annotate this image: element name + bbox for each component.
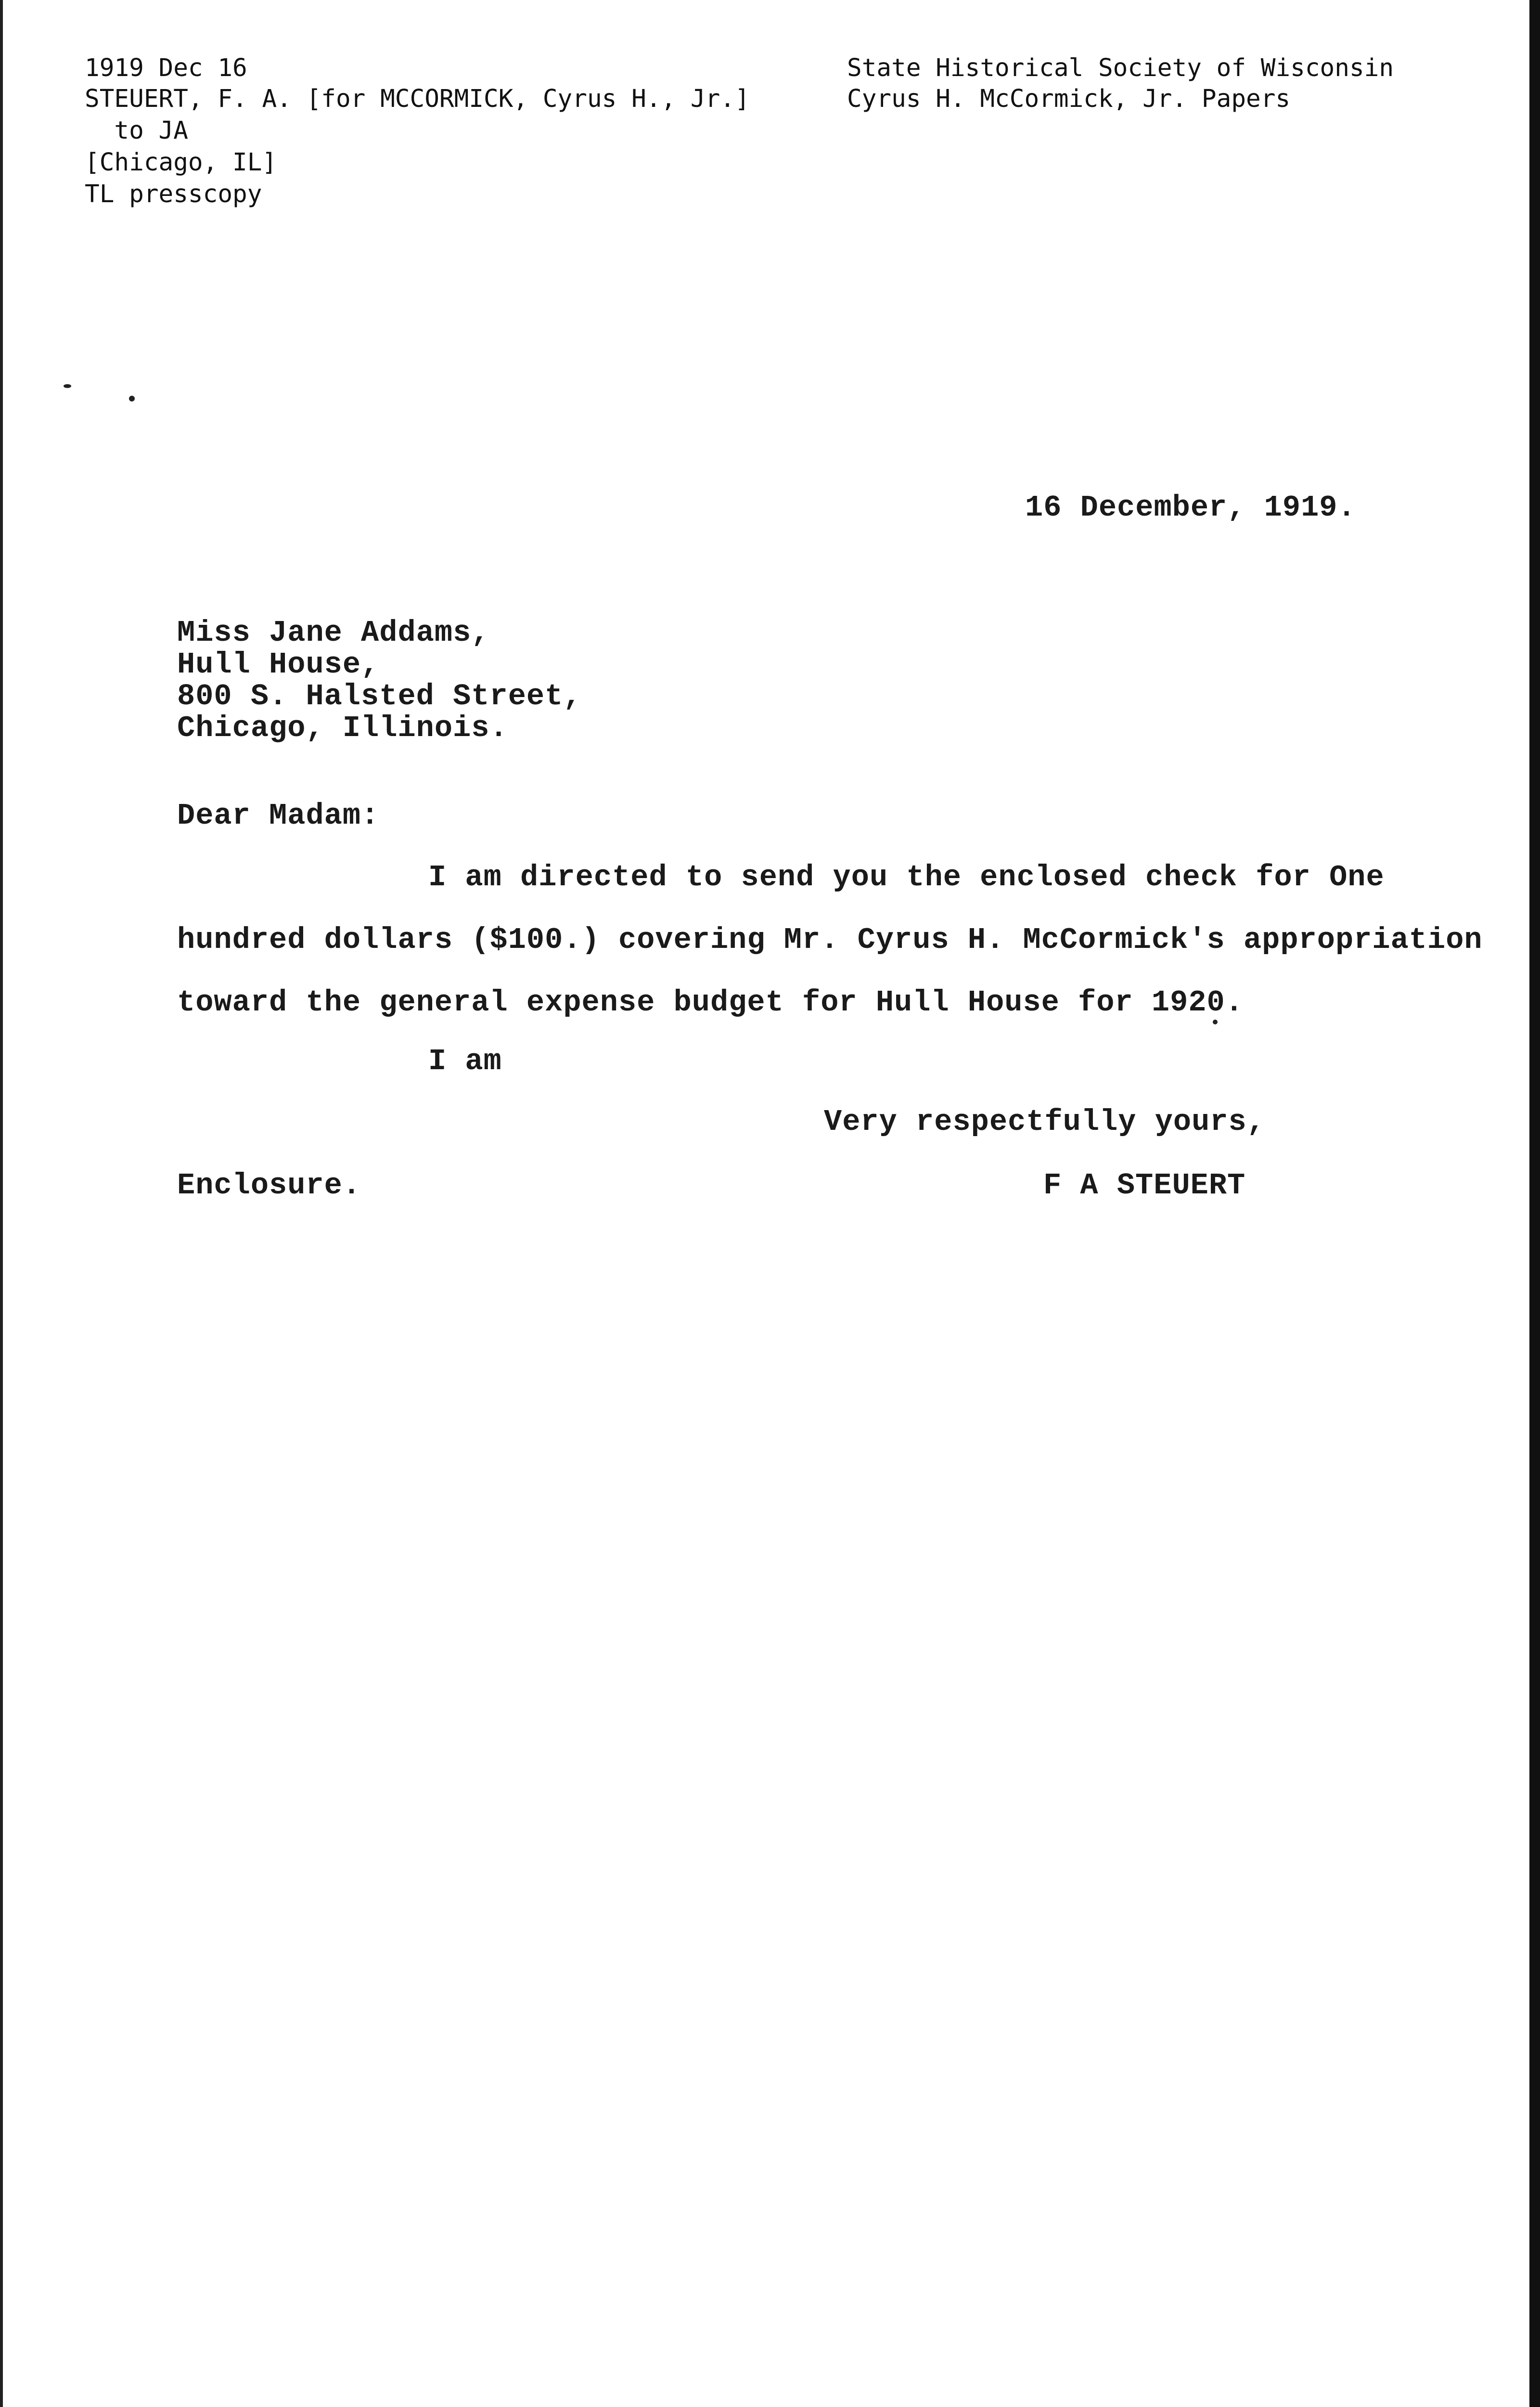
catalog-repository: State Historical Society of Wisconsin <box>847 54 1394 82</box>
body-line: toward the general expense budget for Hull House for 1920. <box>177 985 1244 1020</box>
scan-speck <box>129 396 135 401</box>
closing-line: I am <box>428 1044 502 1078</box>
catalog-recipient: to JA <box>85 116 188 145</box>
address-line: Miss Jane Addams, <box>177 616 490 650</box>
catalog-author: STEUERT, F. A. [for MCCORMICK, Cyrus H., Jr.] <box>85 85 750 113</box>
catalog-place: [Chicago, IL] <box>85 148 277 177</box>
catalog-collection: Cyrus H. McCormick, Jr. Papers <box>847 85 1291 113</box>
scan-border-left <box>0 0 3 2407</box>
letter-date: 16 December, 1919. <box>1025 491 1356 525</box>
address-line: Chicago, Illinois. <box>177 711 508 745</box>
body-line: I am directed to send you the enclosed check for One <box>428 860 1385 894</box>
complimentary-close: Very respectfully yours, <box>824 1105 1265 1139</box>
signature: F A STEUERT <box>1043 1168 1246 1203</box>
enclosure-note: Enclosure. <box>177 1168 361 1203</box>
scan-speck <box>64 384 71 388</box>
scan-border-right <box>1529 0 1540 2407</box>
catalog-format: TL presscopy <box>85 180 262 208</box>
address-line: Hull House, <box>177 647 380 682</box>
scan-speck <box>1213 1020 1218 1024</box>
salutation: Dear Madam: <box>177 799 380 833</box>
body-line: hundred dollars ($100.) covering Mr. Cyrus H. McCormick's appropriation <box>177 923 1483 957</box>
catalog-date: 1919 Dec 16 <box>85 54 247 82</box>
address-line: 800 S. Halsted Street, <box>177 679 582 713</box>
